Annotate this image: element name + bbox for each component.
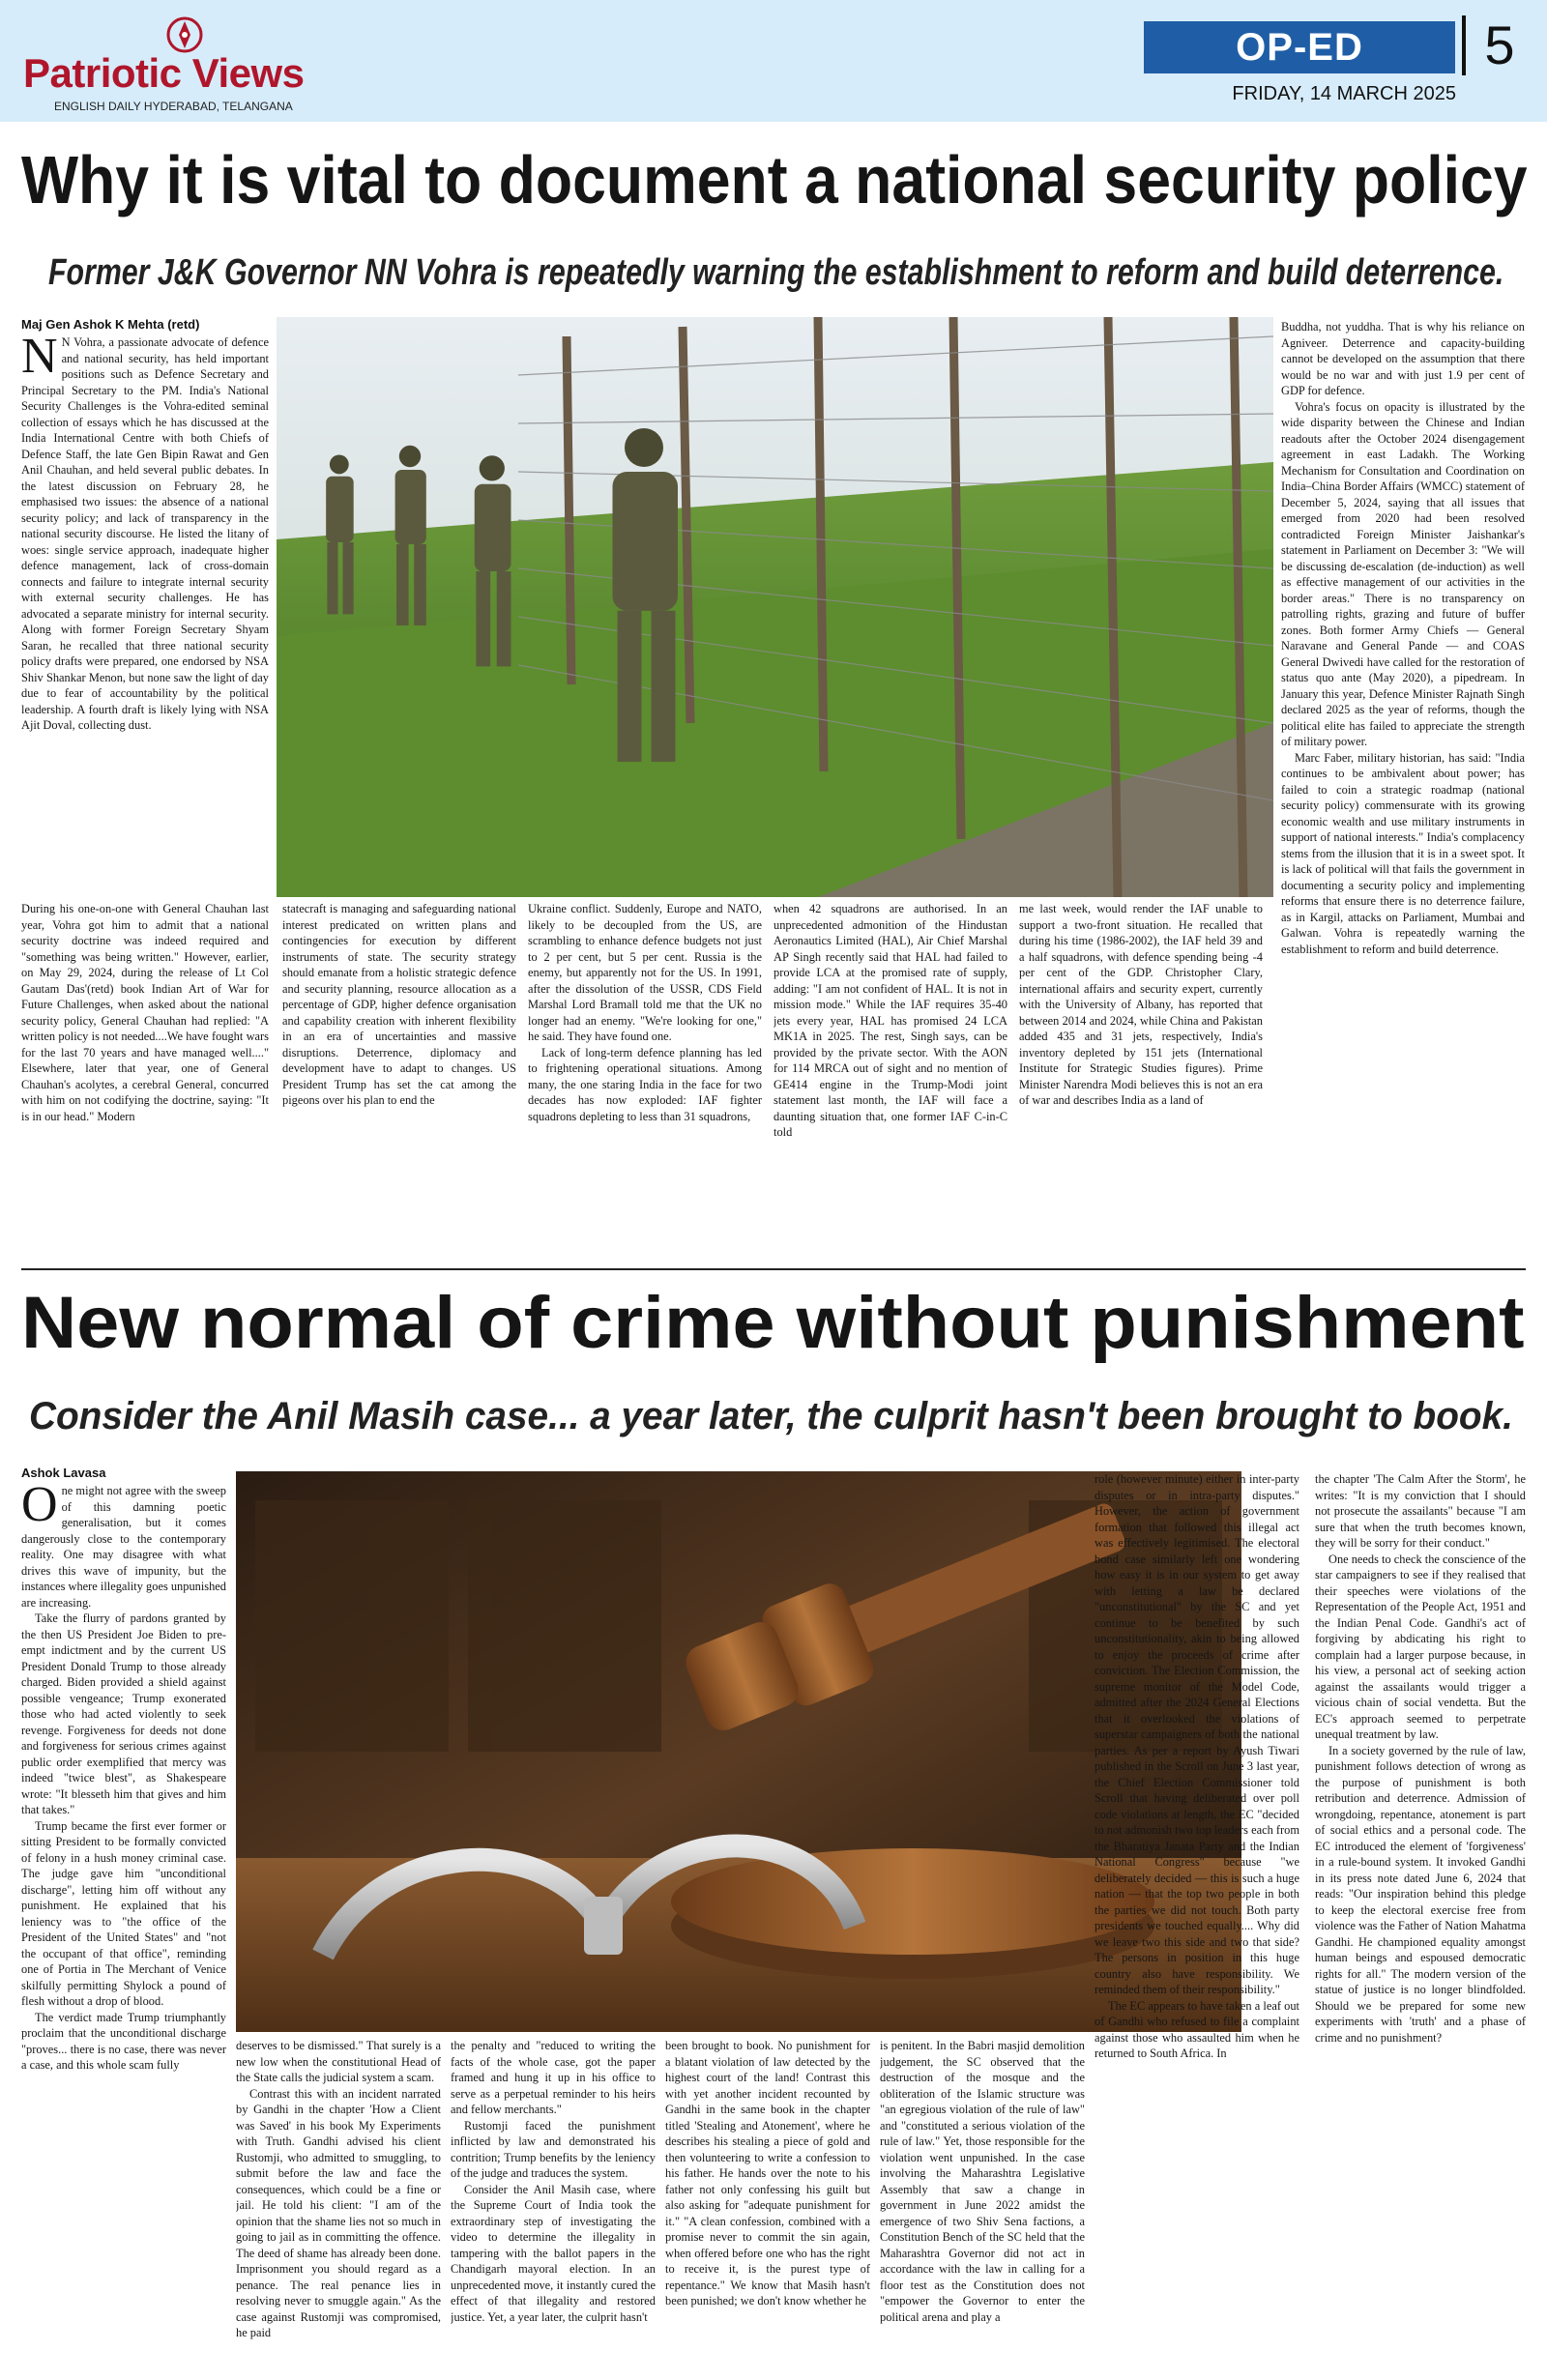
article2-deck: Consider the Anil Masih case... a year later, the culprit hasn't been brought to book. [29, 1395, 1513, 1437]
article1-paragraph: Vohra's focus on opacity is illustrated by the wide disparity between the Chinese and Indian readouts after the October 2024 disengagement agreement in east Ladakh. The Working Mechanism for Consultation and Coordination on India–China Border Affairs (WMCC) statement of December 5, 2024, saying that all issues that emerged from 2020 had been resolved contradicted Foreign Minister Jaishankar's statement in Parliament on December 3: "We will be discussing de-escalation (de-induction) as well as effective management of our activities in the border areas." There is no transparency on patrolling rights, grazing and future of buffer zones. Both former Army Chiefs — General Naravane and General Pande — and COAS General Dwivedi have called for the restoration of status quo ante (May 2020), a pipedream. In January this year, Defence Minister Rajnath Singh declared 2025 as the year of reforms, though the political elite has failed to appreciate the strength of military power. [1281, 399, 1525, 748]
article2-column-1 [21, 1483, 226, 2365]
article2-column-3 [451, 2038, 656, 2365]
article1-column-5 [1019, 901, 1263, 1257]
article2-paragraph: In a society governed by the rule of law, punishment follows detection of wrong as the purpose of punishment is both retribution and deterrence. Admission of wrongdoing, repentance, atonement is part of social ethics and a personal code. The EC introduced the element of 'forgiveness' in a rule-bound system. It invoked Gandhi in its press note dated June 6, 2024 that reads: "Our inspiration behind this pledge to keep the electoral exercise free from violence was the Father of Nation Mahatma Gandhi. He championed equality amongst human beings and espoused democratic rights for all." The modern version of the statue of justice is no longer blindfolded. Should we be prepared for some new experiments with 'truth' and a phase of crime and no punishment? [1315, 1743, 1526, 2045]
article2-column-5 [880, 2038, 1085, 2365]
article1-column-3 [528, 901, 762, 1257]
article2-paragraph: been brought to book. No punishment for a blatant violation of law detected by the highest court of the land! Contrast this with yet another incident recounted by Gandhi in the same book in the chapter titled 'Stealing and Atonement', where he describes his stealing a piece of gold and then volunteering to write a confession to his father. He hands over the note to his father not only confessing his guilt but also asking for "adequate punishment for it." "A clean confession, combined with a promise never to commit the sin again, when offered before one who has the right to receive it, is the purest type of repentance." We know that Masih hasn't been punished; we don't know whether he [665, 2039, 870, 2307]
article1-byline: Maj Gen Ashok K Mehta (retd) [21, 317, 200, 332]
article1-headline: Why it is vital to document a national security policy [21, 142, 1528, 218]
article2-paragraph: the chapter 'The Calm After the Storm', he writes: "It is my conviction that I should not prosecute the assailants" because "I am sure that when the truth becomes known, they will be sorry for their conduct." [1315, 1472, 1526, 1550]
article2-paragraph: Trump became the first ever former or sitting President to be formally convicted of felony in a hush money criminal case. The judge gave him "unconditional discharge", letting him off without any punishment. He explained that his leniency was to "the office of the President of the United States" and "not the occupant of that office", reminding one of Portia in The Merchant of Venice skilfully permitting Shylock a pound of flesh without a drop of blood. [21, 1818, 226, 2008]
article2-dropcap: O [21, 1483, 58, 1532]
article2-paragraph: The EC appears to have taken a leaf out of Gandhi who refused to file a complaint against those who assaulted him when he returned to South Africa. In [1095, 1998, 1299, 2060]
article1-paragraph: statecraft is managing and safeguarding national interest predicated on written plans and contingencies for execution by different instruments of state. The security strategy should emanate from a holistic strategic defence and security planning, resource allocation as a percentage of GDP, higher defence organisation and capability creation with inherent flexibility in an era of uncertainties and massive disruptions. Deterrence, diplomacy and development have to adapt to changes. US President Trump has set the cat among the pigeons over his plan to end the [282, 902, 516, 1107]
article1-paragraph: Lack of long-term defence planning has led to frightening operational situations. Among many, the one staring India in the face for two decades has now exploded: IAF fighter squadrons depleting to less than 31 squadrons, [528, 1045, 762, 1123]
article2-paragraph: Contrast this with an incident narrated by Gandhi in the chapter 'How a Client was Saved' in his book My Experiments with Truth. Gandhi advised his client Rustomji, who admitted to smuggling, to submit before the law and face the consequences, which could be a fine or jail. He told his client: "I am of the opinion that the shame lies not so much in going to jail as in committing the offence. The deed of shame has already been done. Imprisonment you should regard as a penance. The real penance lies in resolving never to smuggle again." As the case against Rustomji was compromised, he paid [236, 2086, 441, 2339]
article2-paragraph: One needs to check the conscience of the star campaigners to see if they realised that their speeches were violations of the Representation of the People Act, 1951 and the Indian Penal Code. Gandhi's act of forgiving by abdicating his right to complain had a larger purpose because, in his view, a personal act of seeking action against the assailants would trigger a vicious chain of social vendetta. But the EC's approach seemed to perpetrate unequal treatment by law. [1315, 1552, 1526, 1741]
article2-column-2 [236, 2038, 441, 2365]
article2-headline: New normal of crime without punishment [21, 1282, 1525, 1364]
article1-paragraph: Marc Faber, military historian, has said: "India continues to be ambivalent about power; has failed to coin a strategic roadmap (national security policy) commensurate with its growing economic wealth and use military instruments in support of national interests." India's complacency stems from the illusion that it is in a sweet spot. It is lack of political will that fails the government in documenting a security policy and implementing reforms that ensure there is no deterrence failure, as in Kargil, attacks on Parliament, Mumbai and Galwan. Vohra is repeatedly warning the establishment to reform and build deterrence. [1281, 750, 1525, 956]
article2-paragraph: the penalty and "reduced to writing the facts of the whole case, got the paper framed and hung it up in his office to serve as a perpetual reminder to his heirs and fellow merchants." [451, 2039, 656, 2116]
article2-paragraph: Take the flurry of pardons granted by the then US President Joe Biden to pre-empt indictment and by the current US President Donald Trump to those already charged. Biden provided a shield against possible vengeance; Trump exonerated those who had acted violently to seek revenge. Forgiveness for deeds not done and forgiveness for serious crimes against public order exemplified that mercy was indeed "twice blest", as Shakespeare wrote: "It blesseth him that gives and him that takes." [21, 1611, 226, 1816]
issue-date: FRIDAY, 14 MARCH 2025 [1232, 83, 1456, 104]
page-number: 5 [1462, 15, 1533, 75]
article2-column-6 [1095, 1471, 1299, 2365]
article1-column-6 [1281, 319, 1525, 1257]
article1-column-1-top [21, 334, 269, 899]
article1-column-2 [282, 901, 516, 1257]
section-label: OP-ED [1144, 21, 1455, 73]
article2-paragraph: Consider the Anil Masih case, where the Supreme Court of India took the extraordinary step of investigating the video to determine the illegality in tampering with the ballot papers in the Chandigarh mayoral election. In an unprecedented move, it instantly cured the effect of that illegality and restored justice. Yet, a year later, the culprit hasn't [451, 2182, 656, 2324]
article2-column-7 [1315, 1471, 1526, 2365]
article1-paragraph: Ukraine conflict. Suddenly, Europe and NATO, likely to be decoupled from the US, are scrambling to enhance defence budgets not just to 2 per cent, but 5 per cent. Russia is the enemy, but apparently not for the US. In 1991, after the dissolution of the USSR, CDS Field Marshal Lord Bramall told me that the UK no longer had an enemy. "We're looking for one," he said. They have found one. [528, 902, 762, 1043]
article1-paragraph: when 42 squadrons are authorised. In an unprecedented admonition of the Hindustan Aeronautics Limited (HAL), Air Chief Marshal AP Singh recently said that HAL had failed to provide LCA at the promised rate of supply, adding: "I am not confident of HAL. It is not in mission mode." While the IAF requires 35-40 jets every year, HAL has promised 24 LCA MK1A in 2025. The rest, Singh says, can be provided by the private sector. With the AON for 114 MRCA out of sight and no mention of GE414 engine in the Trump-Modi joint statement last month, the IAF will face a daunting situation that, one former IAF C-in-C told [774, 902, 1007, 1139]
article1-paragraph: N Vohra, a passionate advocate of defence and national security, has held important positions such as Defence Secretary and Principal Secretary to the PM. India's National Security Challenges is the Vohra-edited seminal collection of essays which he has discussed at the India International Centre with both Chiefs of Defence Staff, the late Gen Bipin Rawat and Gen Anil Chauhan, and held several public debates. In the latest discussion on February 28, he emphasised two issues: the absence of a national security policy; and lack of transparency in the national security discourse. He listed the litany of woes: single service approach, inadequate higher defence management, lack of cross-domain connects and failure to integrate internal security with external security challenges. He has advocated a separate ministry for internal security. Along with former Foreign Secretary Shyam Saran, he recalled that three national security policy drafts were prepared, one endorsed by NSA Shiv Shankar Menon, but none saw the light of day due to fear of accountability by the political leadership. A fourth draft is likely lying with NSA Ajit Doval, collecting dust. [21, 335, 269, 732]
article2-paragraph: is penitent. In the Babri masjid demolition judgement, the SC observed that the destruction of the mosque and the obliteration of the Islamic structure was "an egregious violation of the rule of law" and "constituted a serious violation of the rule of law." Yet, those responsible for the violation went unpunished. In the case involving the Maharashtra Legislative Assembly that saw a change in government in June 2022 amidst the emergence of two Shiv Sena factions, a Constitution Bench of the SC held that the Maharashtra Governor did not act in accordance with the law in calling for a floor test as the Constitution does not "empower the Governor to enter the political arena and play a [880, 2039, 1085, 2324]
soldiers-border-fence-photo [277, 317, 1273, 897]
section-divider [21, 1268, 1526, 1270]
article1-paragraph: During his one-on-one with General Chauhan last year, Vohra got him to admit that a national security doctrine was indeed required and "something was being written." However, earlier, on May 29, 2024, during the release of Lt Col Gautam Das'(retd) book Indian Art of War for Future Challenges, when asked about the national security policy, General Chauhan had replied: "A written policy is not needed....We have fought wars for the last 70 years and have managed well...." Elsewhere, later that year, one of General Chauhan's acolytes, a cerebral General, concurred with him on not codifying the doctrine, saying: "It is in our head." Modern [21, 902, 269, 1123]
brand-tagline: ENGLISH DAILY HYDERABAD, TELANGANA [54, 100, 293, 113]
article2-paragraph: The verdict made Trump triumphantly proclaim that the unconditional discharge "proves... there is no case, there was never a case, and this whole scam fully [21, 2010, 226, 2072]
article2-paragraph: deserves to be dismissed." That surely is a new low when the constitutional Head of the State calls the judicial system a scam. [236, 2039, 441, 2084]
article2-paragraph: ne might not agree with the sweep of this damning poetic generalisation, but it comes dangerously close to the contemporary reality. One may disagree with what drives this wave of impunity, but the instances where illegality goes unpunished are increasing. [21, 1484, 226, 1610]
article1-dropcap: N [21, 334, 58, 384]
article1-paragraph: Buddha, not yuddha. That is why his reliance on Agniveer. Deterrence and capacity-building cannot be developed on the assumption that there would be no war and with just 1.9 per cent of GDP for defence. [1281, 320, 1525, 397]
article2-byline: Ashok Lavasa [21, 1466, 106, 1480]
pen-nib-logo-icon [164, 15, 205, 54]
article1-deck: Former J&K Governor NN Vohra is repeatedly warning the establishment to reform and build deterrence. [48, 252, 1504, 293]
article2-paragraph: role (however minute) either in inter-party disputes or in intra-party disputes." However, the action of government formation that followed this illegal act was effectively legitimised. The electoral bond case similarly left one wondering how easy it is in our system to get away with letting a law be declared "unconstitutional" by the SC and yet continue to be benefited by such unconstitutionality, akin to being allowed to enjoy the proceeds of crime after conviction. The Election Commission, the supreme monitor of the Model Code, admitted after the 2024 General Elections that it overlooked the violations of superstar campaigners of both the national parties. As per a report by Ayush Tiwari published in the Scroll on June 3 last year, the Chief Election Commissioner told Scroll that having deliberated over poll code violations at length, the EC "decided to not admonish two top leaders each from the Bharatiya Janata Party and the Indian National Congress" because "we deliberately decided — this is such a huge nation — that the top two people in both the parties we did not touch. Both party presidents we touched equally.... Why did we leave two this side and two that side? The persons in position in this huge country also have responsibility. We reminded them of their responsibility." [1095, 1472, 1299, 1996]
brand-name: Patriotic Views [23, 50, 305, 96]
article1-column-1-bottom [21, 901, 269, 1257]
article2-column-4 [665, 2038, 870, 2365]
article1-column-4 [774, 901, 1007, 1257]
article2-paragraph: Rustomji faced the punishment inflicted by law and demonstrated his contrition; Trump benefits by the leniency of the judge and traduces the system. [451, 2118, 656, 2180]
article1-paragraph: me last week, would render the IAF unable to support a two-front situation. He recalled that during his time (1986-2002), the IAF held 39 and a half squadrons, with defence spending being -4 per cent of the GDP. Christopher Clary, international affairs and security expert, currently with the University of Albany, has reported that between 2014 and 2024, while China and Pakistan added 435 and 31 jets, respectively, India's inventory depleted by 151 jets (International Institute for Strategic Studies figures). Prime Minister Narendra Modi believes this is not an era of war and describes India as a land of [1019, 902, 1263, 1107]
gavel-handcuffs-photo [236, 1471, 1241, 2032]
